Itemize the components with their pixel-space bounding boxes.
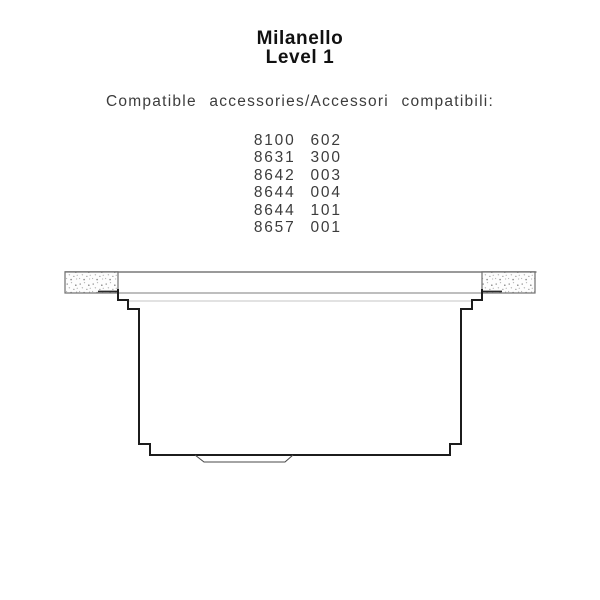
sink-cross-section-diagram <box>0 255 600 485</box>
sink-cross-section-svg <box>0 255 600 485</box>
accessory-code: 8644 <box>253 184 296 202</box>
accessory-variant: 602 <box>310 132 342 149</box>
accessory-variant: 101 <box>310 201 342 219</box>
accessory-code: 8631 <box>253 149 296 167</box>
sink-bowl-profile <box>118 290 482 455</box>
accessory-code: 8644 <box>253 201 296 219</box>
page-title <box>0 29 600 67</box>
accessory-code: 8100 <box>253 132 296 149</box>
accessory-row <box>0 202 600 219</box>
accessory-row <box>0 219 600 236</box>
countertop-right-section <box>482 272 535 293</box>
title-line-1: Milanello <box>256 28 344 49</box>
accessory-row <box>0 184 600 201</box>
accessory-variant: 004 <box>310 184 342 202</box>
drain-recess-profile <box>195 455 293 462</box>
accessory-row <box>0 132 600 149</box>
accessories-list <box>0 132 600 236</box>
accessory-row <box>0 149 600 166</box>
accessories-heading: Compatible accessories/Accessori compatibili: <box>105 93 495 110</box>
accessory-code: 8642 <box>253 166 296 184</box>
accessory-variant: 300 <box>310 149 342 167</box>
countertop-left-section <box>65 272 118 293</box>
accessory-code: 8657 <box>253 219 296 237</box>
title-line-2: Level 1 <box>265 47 335 68</box>
accessory-variant: 001 <box>310 219 342 237</box>
accessory-variant: 003 <box>310 166 342 184</box>
accessory-row <box>0 167 600 184</box>
